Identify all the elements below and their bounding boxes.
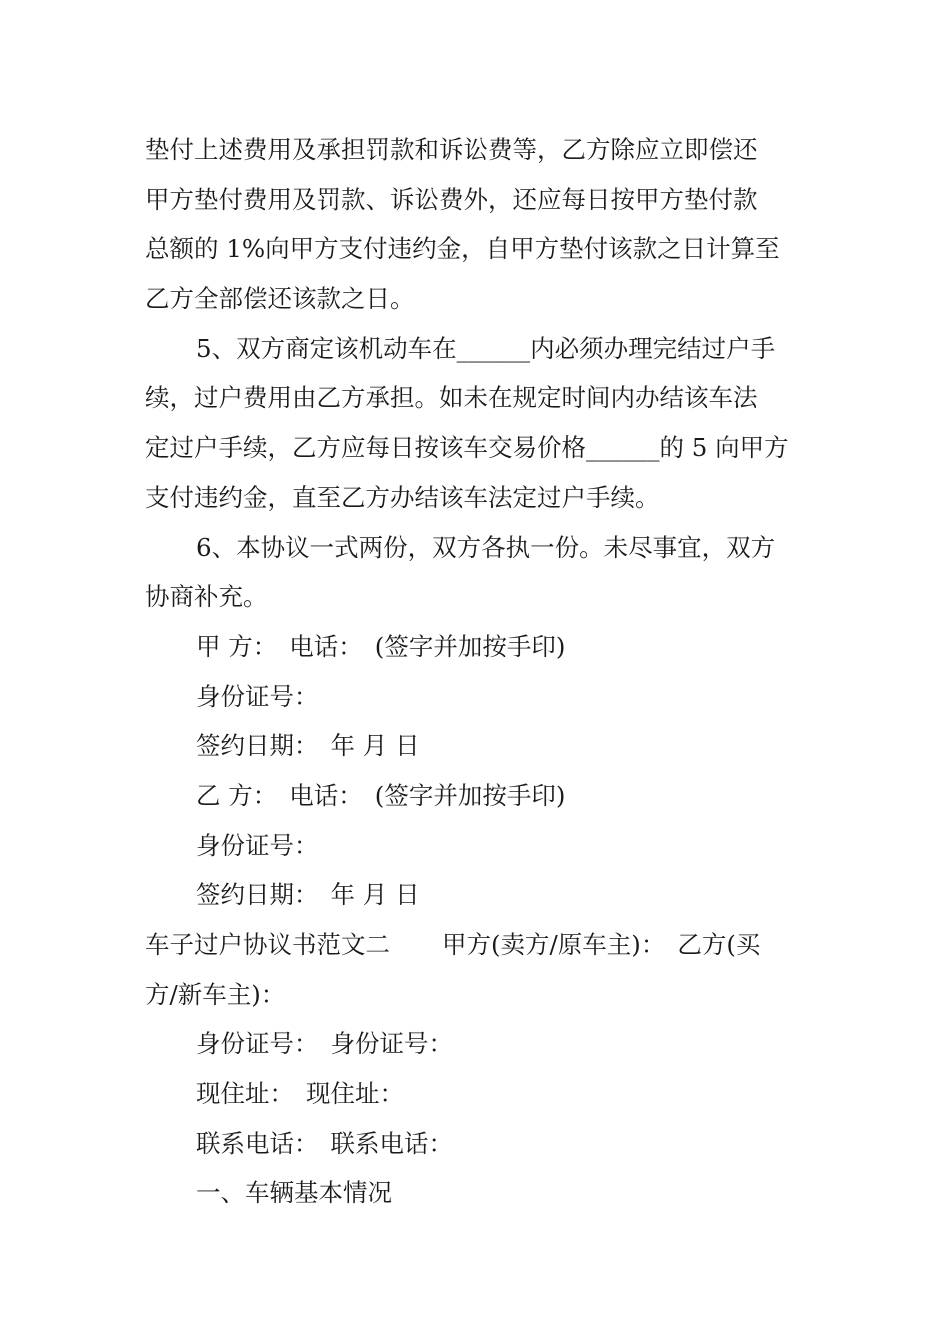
seller-id-label: 身份证号： [196, 1029, 319, 1059]
clause-6-line: 6、本协议一式两份，双方各执一份。未尽事宜，双方 [196, 532, 776, 562]
buyer-label-end: 方/新车主)： [145, 979, 286, 1009]
phone-line [145, 1119, 807, 1169]
paragraph-line: 垫付上述费用及承担罚款和诉讼费等，乙方除应立即偿还 [145, 135, 758, 164]
party-b-signature-line [145, 771, 807, 821]
seller-phone-label: 联系电话： [196, 1128, 319, 1158]
party-b-date-label: 签约日期： [196, 880, 319, 910]
party-b-date-ymd: 年 月 日 [330, 880, 420, 910]
party-a-signature-line [145, 622, 807, 672]
party-b-id-label: 身份证号： [196, 830, 319, 860]
buyer-address-label: 现住址： [306, 1079, 404, 1109]
seller-label: 甲方(卖方/原车主)： [442, 930, 666, 959]
paragraph-line: 续，过户费用由乙方承担。如未在规定时间内办结该车法 [145, 383, 758, 413]
section-heading: 一、车辆基本情况 [196, 1178, 392, 1208]
paragraph-line: 定过户手续，乙方应每日按该车交易价格______的 5 向甲方 [145, 433, 789, 463]
document-page [145, 125, 807, 1218]
buyer-id-label: 身份证号： [330, 1029, 453, 1059]
party-b-label: 乙 方： [196, 780, 278, 810]
second-title-line [145, 920, 807, 970]
party-b-sign-note: (签字并加按手印) [374, 780, 566, 810]
clause-5-line: 5、双方商定该机动车在______内必须办理完结过户手 [196, 333, 776, 363]
address-line [145, 1069, 807, 1119]
party-a-date-line [145, 721, 807, 771]
buyer-phone-label: 联系电话： [330, 1128, 453, 1158]
party-b-date-line [145, 870, 807, 920]
party-a-label: 甲 方： [196, 631, 278, 661]
party-a-phone-label: 电话： [289, 631, 363, 661]
paragraph-line: 甲方垫付费用及罚款、诉讼费外，还应每日按甲方垫付款 [145, 184, 758, 214]
party-a-id-label: 身份证号： [196, 681, 319, 711]
paragraph-line: 支付违约金，直至乙方办结该车法定过户手续。 [145, 482, 660, 512]
party-b-phone-label: 电话： [289, 780, 363, 810]
paragraph-line: 协商补充。 [145, 582, 268, 612]
paragraph-line: 乙方全部偿还该款之日。 [145, 284, 415, 314]
paragraph-line: 总额的 1%向甲方支付违约金，自甲方垫付该款之日计算至 [145, 234, 780, 264]
buyer-label-start: 乙方(买 [677, 930, 761, 959]
party-a-date-ymd: 年 月 日 [330, 731, 420, 761]
id-number-line [145, 1019, 807, 1069]
second-document-title: 车子过户协议书范文二 [145, 930, 390, 959]
seller-address-label: 现住址： [196, 1079, 294, 1109]
party-a-sign-note: (签字并加按手印) [374, 631, 566, 661]
party-a-date-label: 签约日期： [196, 731, 319, 761]
